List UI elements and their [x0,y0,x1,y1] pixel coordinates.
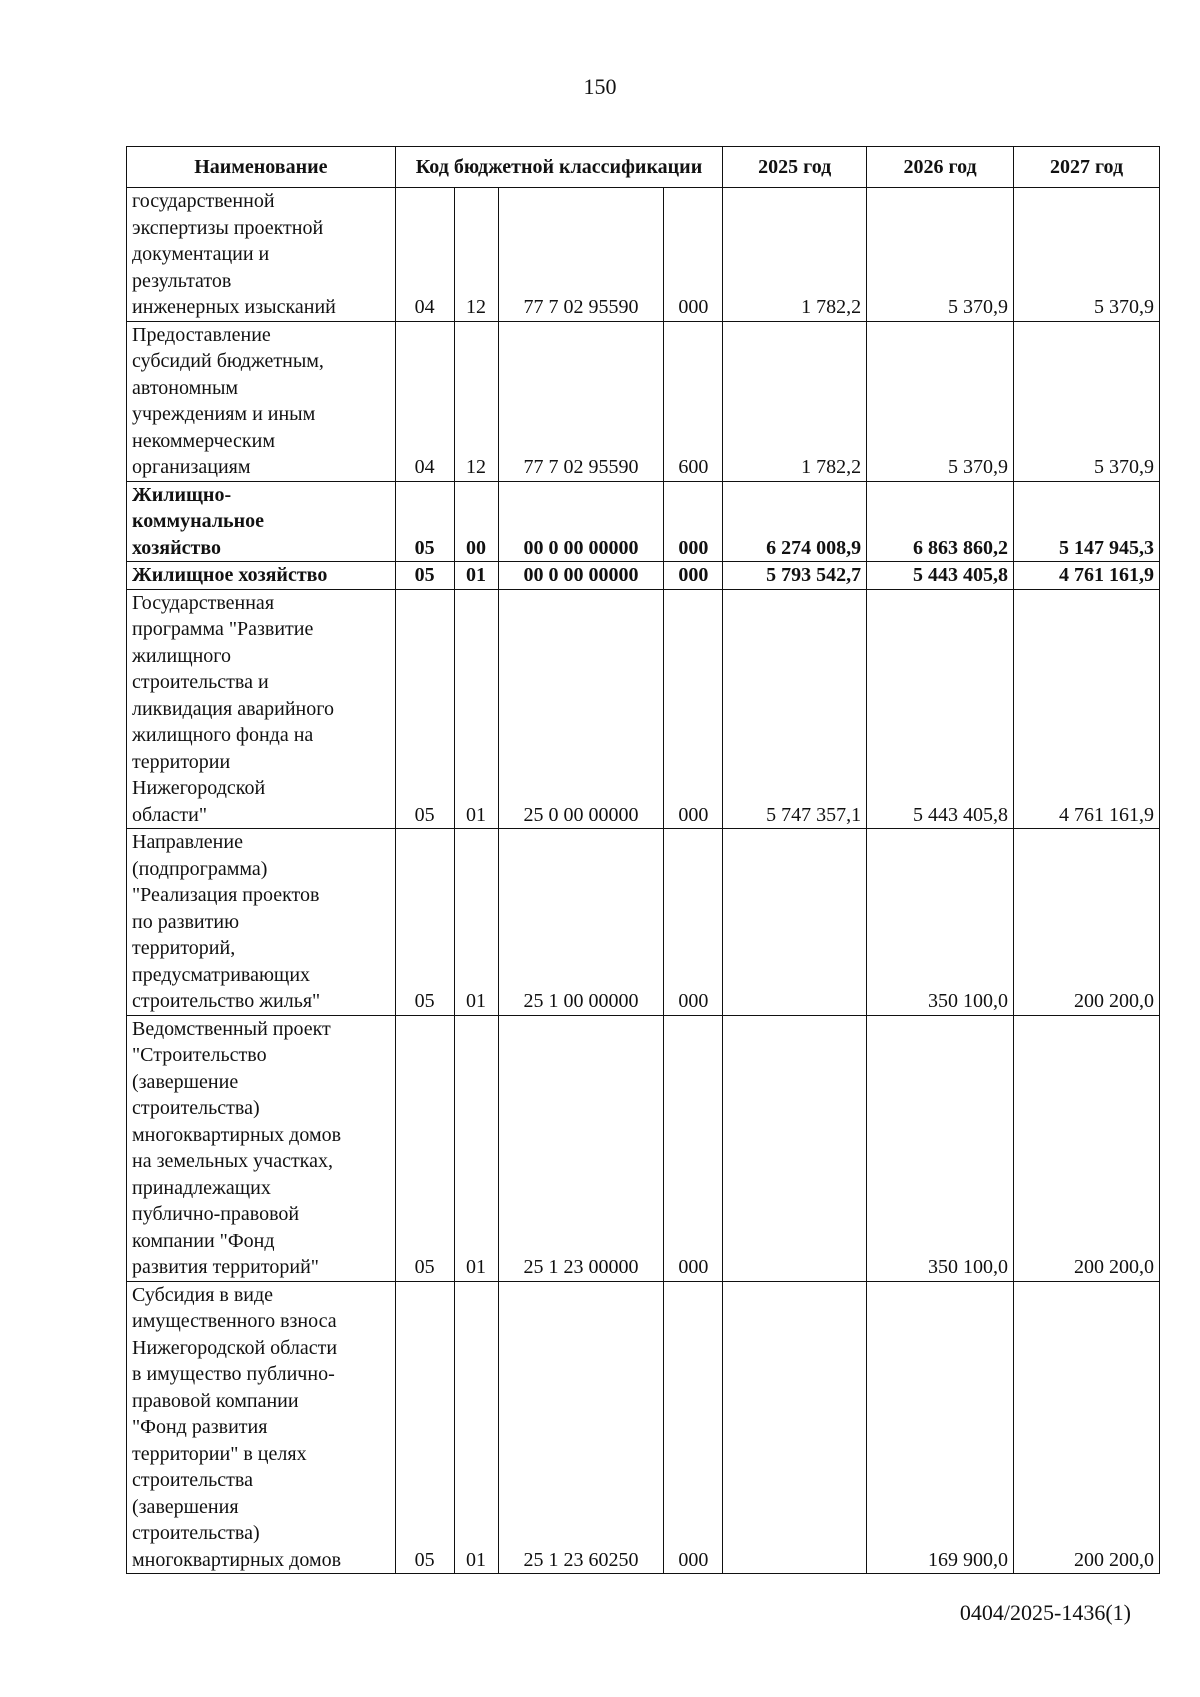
cell-target-article: 25 1 00 00000 [498,829,664,1016]
cell-expense-type: 000 [664,589,723,829]
cell-2027: 200 200,0 [1014,829,1160,1016]
cell-name-line: хозяйство [132,536,221,559]
cell-2025: 5 793 542,7 [723,562,867,590]
cell-subsection: 12 [454,188,498,322]
cell-name-line: "Фонд развития [132,1416,268,1438]
cell-name-line: территории [132,750,231,773]
cell-name-line: Ведомственный проект [132,1017,331,1040]
cell-name-line: коммунальное [132,510,265,532]
table-header-row [127,147,1160,188]
cell-name-line: результатов [132,269,232,292]
cell-expense-type: 000 [664,188,723,322]
cell-name-line: публично-правовой [132,1203,300,1225]
cell-name-line: Жилищное хозяйство [132,564,328,586]
cell-subsection: 00 [454,481,498,562]
cell-2025 [723,1281,867,1574]
table-row [127,1281,1160,1574]
cell-name-line: компании "Фонд [132,1229,275,1252]
cell-name-line: в имущество публично- [132,1363,335,1385]
cell-section: 05 [395,481,454,562]
cell-name-line: (подпрограмма) [132,857,268,880]
cell-name-line: Предоставление [132,323,271,346]
table-row [127,562,1160,590]
cell-expense-type: 000 [664,481,723,562]
cell-section: 04 [395,321,454,481]
table-row [127,589,1160,829]
cell-name-line: принадлежащих [132,1176,271,1199]
cell-2027: 200 200,0 [1014,1015,1160,1281]
cell-name [127,188,396,322]
cell-name-line: строительства и [132,671,269,693]
table-row [127,188,1160,322]
cell-name-line: строительства) [132,1097,260,1119]
cell-2025: 1 782,2 [723,321,867,481]
cell-2025: 6 274 008,9 [723,481,867,562]
cell-section: 05 [395,1281,454,1574]
cell-2026: 5 443 405,8 [867,562,1014,590]
cell-2026: 5 370,9 [867,321,1014,481]
cell-name-line: многоквартирных домов [132,1548,342,1571]
document-id: 0404/2025-1436(1) [959,1600,1131,1625]
cell-name-line: (завершения [132,1495,239,1518]
cell-expense-type: 600 [664,321,723,481]
table-row [127,1015,1160,1281]
table-row [127,321,1160,481]
cell-name-line: Нижегородской [132,777,266,799]
cell-name-line: субсидий бюджетным, [132,350,324,372]
cell-name-line: Направление [132,831,243,853]
cell-name-line: ликвидация аварийного [132,697,334,720]
cell-name-line: (завершение [132,1070,239,1093]
cell-2026: 350 100,0 [867,829,1014,1016]
cell-name [127,321,396,481]
header-2025: 2025 год [723,147,867,188]
cell-name-line: строительства [132,1469,253,1491]
cell-name-line: Государственная [132,591,275,614]
cell-target-article: 00 0 00 00000 [498,481,664,562]
cell-expense-type: 000 [664,562,723,590]
cell-2025: 5 747 357,1 [723,589,867,829]
cell-2027: 200 200,0 [1014,1281,1160,1574]
cell-name-line: некоммерческим [132,429,275,452]
cell-expense-type: 000 [664,829,723,1016]
cell-name-line: Нижегородской области [132,1336,338,1359]
cell-name [127,589,396,829]
cell-name-line: экспертизы проектной [132,216,324,239]
cell-2027: 5 370,9 [1014,188,1160,322]
cell-2027: 5 370,9 [1014,321,1160,481]
cell-2026: 169 900,0 [867,1281,1014,1574]
cell-name-line: имущественного взноса [132,1310,337,1332]
cell-name-line: программа "Развитие [132,618,314,640]
table-body [127,188,1160,1574]
cell-expense-type: 000 [664,1015,723,1281]
cell-name-line: предусматривающих [132,963,311,986]
table-row [127,829,1160,1016]
cell-name-line: государственной [132,190,275,212]
cell-name-line: Субсидия в виде [132,1283,274,1306]
cell-name [127,1281,396,1574]
cell-name-line: "Строительство [132,1044,267,1066]
cell-2025 [723,829,867,1016]
cell-2027: 5 147 945,3 [1014,481,1160,562]
cell-name [127,1015,396,1281]
cell-name [127,829,396,1016]
cell-target-article: 25 1 23 60250 [498,1281,664,1574]
cell-2026: 5 370,9 [867,188,1014,322]
cell-name-line: документации и [132,243,270,265]
header-2027: 2027 год [1014,147,1160,188]
cell-name [127,562,396,590]
cell-section: 05 [395,829,454,1016]
cell-name-line: по развитию [132,910,240,933]
table-row [127,481,1160,562]
cell-name-line: правовой компании [132,1389,299,1412]
cell-name-line: учреждениям и иным [132,403,316,425]
cell-name-line: области" [132,803,208,826]
cell-2026: 6 863 860,2 [867,481,1014,562]
cell-name-line: инженерных изысканий [132,296,336,318]
cell-name-line: строительство жилья" [132,990,321,1012]
cell-2025 [723,1015,867,1281]
header-2026: 2026 год [867,147,1014,188]
cell-name-line: "Реализация проектов [132,884,320,906]
cell-section: 04 [395,188,454,322]
cell-name-line: строительства) [132,1522,260,1544]
cell-2027: 4 761 161,9 [1014,562,1160,590]
cell-section: 05 [395,562,454,590]
cell-name-line: жилищного [132,644,232,667]
cell-2027: 4 761 161,9 [1014,589,1160,829]
cell-2025: 1 782,2 [723,188,867,322]
cell-name-line: на земельных участках, [132,1150,333,1172]
cell-name-line: автономным [132,376,239,399]
cell-name-line: организациям [132,456,251,478]
cell-2026: 5 443 405,8 [867,589,1014,829]
cell-subsection: 01 [454,562,498,590]
cell-subsection: 12 [454,321,498,481]
header-name: Наименование [127,147,396,188]
cell-name-line: территории" в целях [132,1442,307,1465]
cell-target-article: 25 1 23 00000 [498,1015,664,1281]
cell-name [127,481,396,562]
cell-expense-type: 000 [664,1281,723,1574]
cell-target-article: 77 7 02 95590 [498,321,664,481]
cell-target-article: 77 7 02 95590 [498,188,664,322]
cell-section: 05 [395,589,454,829]
cell-subsection: 01 [454,589,498,829]
page-number: 150 [583,74,617,99]
cell-target-article: 25 0 00 00000 [498,589,664,829]
cell-subsection: 01 [454,1015,498,1281]
header-code: Код бюджетной классификации [395,147,723,188]
cell-target-article: 00 0 00 00000 [498,562,664,590]
cell-name-line: многоквартирных домов [132,1123,342,1146]
cell-name-line: жилищного фонда на [132,724,314,746]
cell-subsection: 01 [454,829,498,1016]
cell-name-line: Жилищно- [132,483,232,506]
cell-subsection: 01 [454,1281,498,1574]
cell-name-line: развития территорий" [132,1256,319,1278]
budget-table [126,146,1160,1574]
cell-section: 05 [395,1015,454,1281]
cell-2026: 350 100,0 [867,1015,1014,1281]
cell-name-line: территорий, [132,937,236,959]
